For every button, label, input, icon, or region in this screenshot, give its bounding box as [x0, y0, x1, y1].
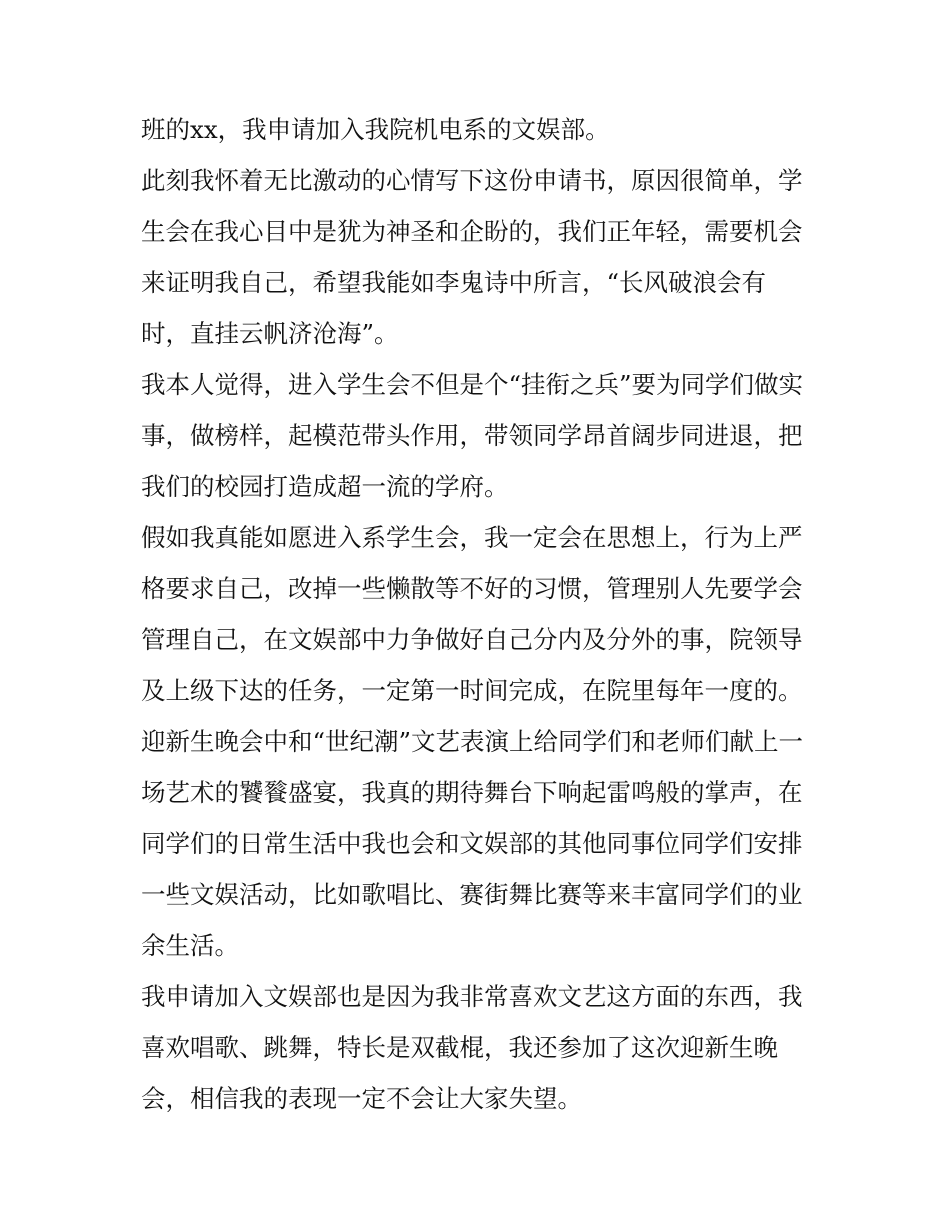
text-line: 假如我真能如愿进入系学生会，我一定会在思想上，行为上严 — [141, 523, 803, 552]
text-line: 格要求自己，改掉一些懒散等不好的习惯，管理别人先要学会 — [141, 574, 803, 603]
text-line: 我申请加入文娱部也是因为我非常喜欢文艺这方面的东西，我 — [141, 982, 803, 1011]
text-line: 场艺术的饕餮盛宴，我真的期待舞台下响起雷鸣般的掌声，在 — [141, 778, 803, 807]
text-line: 同学们的日常生活中我也会和文娱部的其他同事位同学们安排 — [141, 829, 803, 858]
text-line: 生会在我心目中是犹为神圣和企盼的，我们正年轻，需要机会 — [141, 217, 803, 246]
text-line: 余生活。 — [141, 931, 239, 960]
text-line: 来证明我自己，希望我能如李鬼诗中所言，“长风破浪会有 — [141, 268, 767, 297]
text-line: 会，相信我的表现一定不会让大家失望。 — [141, 1084, 582, 1113]
text-line: 一些文娱活动，比如歌唱比、赛街舞比赛等来丰富同学们的业 — [141, 880, 803, 909]
document-body — [141, 104, 821, 1124]
text-line: 喜欢唱歌、跳舞，特长是双截棍，我还参加了这次迎新生晚 — [141, 1033, 778, 1062]
text-line: 我们的校园打造成超一流的学府。 — [141, 472, 509, 501]
text-line: 时，直挂云帆济沧海”。 — [141, 319, 399, 348]
text-line: 班的xx，我申请加入我院机电系的文娱部。 — [141, 115, 610, 144]
text-line: 事，做榜样，起模范带头作用，带领同学昂首阔步同进退，把 — [141, 421, 803, 450]
text-line: 及上级下达的任务，一定第一时间完成，在院里每年一度的。 — [141, 676, 803, 705]
text-line: 此刻我怀着无比激动的心情写下这份申请书，原因很简单，学 — [141, 166, 803, 195]
text-line: 我本人觉得，进入学生会不但是个“挂衔之兵”要为同学们做实 — [141, 370, 804, 399]
text-line: 管理自己，在文娱部中力争做好自己分内及分外的事，院领导 — [141, 625, 803, 654]
text-line: 迎新生晚会中和“世纪潮”文艺表演上给同学们和老师们献上一 — [141, 727, 804, 756]
